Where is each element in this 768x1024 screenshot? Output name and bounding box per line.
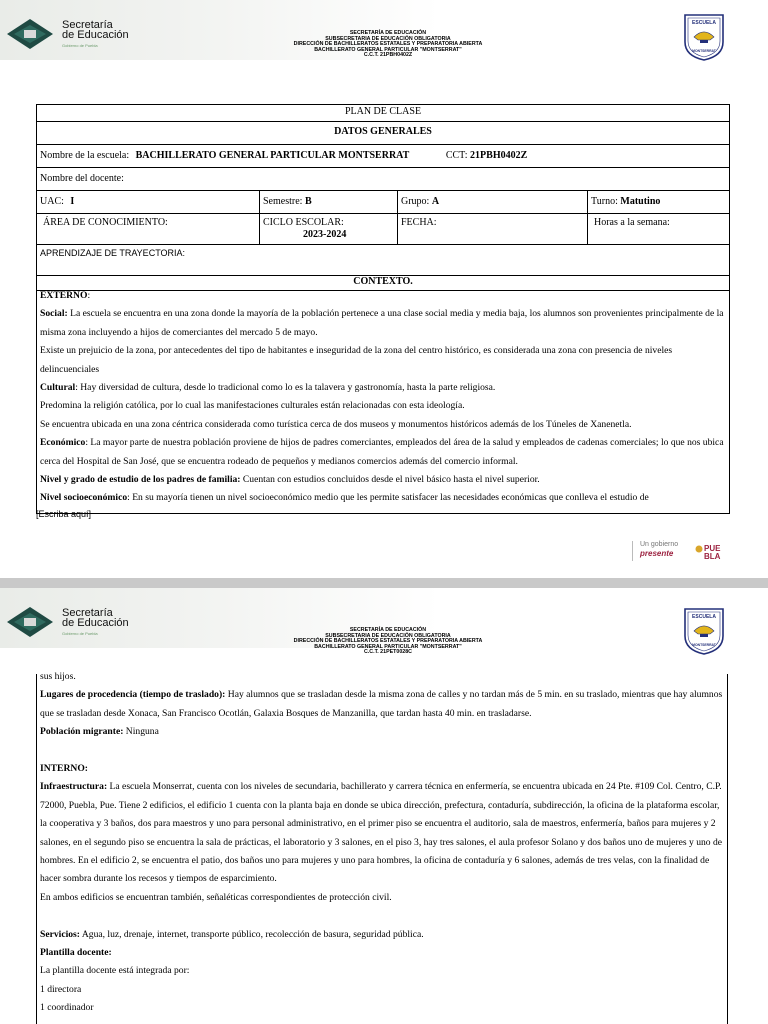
economico-paragraph: Económico: La mayor parte de nuestra población proviene de hijos de padres comerciantes, empleados del área de la salud y empleados de cadenas comerciales; lo que nos ubica cerca del Hospital de San José, que se encuentra rodeado de pequeños y medianos comercios además del comercio informal.: [40, 437, 724, 467]
logo-line-3: Gobierno de Puebla: [62, 43, 98, 48]
header-line-1: SECRETARÍA DE EDUCACIÓN: [349, 627, 427, 633]
puebla-logo-icon: [694, 541, 730, 563]
school-seal-icon: [682, 12, 726, 62]
logo-line-3: Gobierno de Puebla: [62, 631, 98, 636]
header-line-2: SUBSECRETARIA DE EDUCACIÓN OBLIGATORIA: [325, 35, 451, 42]
shift-value: Matutino: [620, 196, 661, 207]
context-body: EXTERNO: Social: La escuela se encuentra en una zona donde la mayoría de la población pertenece a una clase social media y media baja, los alumnos son provenientes principalmente de la misma zona incluyendo a hijos de comerciantes del mercado 5 de mayo. Existe un prejuicio de la zona, por antecedentes del tipo de habitantes e inseguridad de la zona del centro histórico, es considerada una zona con presencia de niveles delincuenciales Cultural: Hay diversidad de cultura, desde lo tradicional como lo es la talavera y gastronomía, hasta la parte religiosa. Predomina la religión católica, por lo cual las manifestaciones culturales están relacionadas con esta ideología. Se encuentra ubicada en una zona céntrica considerada como turística cerca de dos museos y monumentos históricos además de los Túneles de Xanenetla. Económico: La mayor parte de nuestra población proviene de hijos de padres comerciantes, empleados del área de la salud y empleados de cadenas comerciales; lo que nos ubica cerca del Hospital de San José, que se encuentra rodeado de pequeños y medianos comercios además del comercio informal. Nivel y grado de estudio de los padres de familia: Cuentan con estudios concluidos desde el nivel básico hasta el nivel superior. Nivel socioeconómico: En su mayoría tienen un nivel socioeconómico medio que les permite satisfacer las necesidades económicas que conlleva el estudio de: [37, 291, 729, 513]
area-row: [37, 214, 729, 245]
cct-label: CCT:: [445, 150, 468, 161]
nivel-paragraph: Nivel y grado de estudio de los padres de familia: Cuentan con estudios concluidos desde el nivel básico hasta el nivel superior.: [40, 474, 540, 486]
logo-line-2: de Educación: [62, 617, 129, 629]
logo-line-1: Secretaría: [62, 19, 113, 31]
table-title: PLAN DE CLASE: [344, 106, 422, 117]
infra-paragraph: Infraestructura: La escuela Monserrat, cuenta con los niveles de secundaria, bachillerato y carrera técnica en enfermería, se encuentra ubicada en 24 Pte. #109 Col. Centro, C.P. 72000, Puebla, Pue. Tiene 2 edificios, el edificio 1 cuenta con la planta baja en donde se ubica dirección, prefectura, contaduría, subdirección, la oficina de la plataforma escolar, la cooperativa y 3 baños, dos para maestros y uno para personal administrativo, en el primer piso se encuentra el auditorio, sala de maestros, enfermería, baños para mujeres y 2 salones, en el segundo piso se encuentra la sala de prácticas, el laboratorio y 3 salones, en el piso 3, hay tres salones, el aula profesor Solano y dos baños uno de mujeres y uno de hombres. En el edificio 2, se encuentra el patio, dos baños uno para mujeres y uno para hombres, la oficina de contaduría y 6 salones, además de tres velas, con la finalidad de hacer sombra durante los recesos y tiempos de esparcimiento.: [40, 781, 723, 885]
header-line-1: SECRETARÍA DE EDUCACIÓN: [349, 30, 427, 36]
school-seal-icon: [682, 606, 726, 656]
context-continued: [36, 671, 728, 1024]
seal-top-text: ESCUELA: [692, 614, 716, 620]
lugares-paragraph: Lugares de procedencia (tiempo de traslado): Hay alumnos que se trasladan desde la misma zona de calles y no tardan más de 5 min. en su traslado, mientras que hay alumnos que se trasladan desde Xonaca, San Francisco Ocotlán, Galaxia Bosques de Manzanilla, que tardan hasta 40 min. en trasladarse.: [40, 689, 723, 719]
context-title: CONTEXTO.: [353, 276, 413, 287]
learning-label: APRENDIZAJE DE TRAYECTORIA:: [40, 248, 186, 258]
learning-row: [37, 245, 729, 276]
lugares-label: Lugares de procedencia (tiempo de traslado):: [40, 689, 226, 701]
uac-value: I: [70, 196, 75, 207]
header-text: [270, 31, 506, 59]
migrante-label: Población migrante:: [40, 726, 124, 738]
externo-label: EXTERNO: [40, 291, 88, 301]
school-label: Nombre de la escuela:: [40, 150, 130, 161]
sep-logo: [4, 12, 144, 56]
sep-logo: [4, 600, 144, 644]
school-value: BACHILLERATO GENERAL PARTICULAR MONTSERRAT: [135, 150, 410, 161]
header-text: [270, 628, 506, 656]
puebla-line-2: BLA: [704, 552, 721, 561]
seal-bottom-text: MONTSERRAT: [692, 643, 716, 647]
school-row: [37, 145, 729, 168]
header-line-4: BACHILLERATO GENERAL PARTICULAR "MONTSERRAT": [314, 46, 462, 53]
servicios-paragraph: Servicios: Agua, luz, drenaje, internet, transporte público, recolección de basura, seguridad pública.: [40, 928, 424, 940]
plantilla-text: La plantilla docente está integrada por:: [40, 965, 190, 977]
economico-label: Económico: [40, 437, 86, 449]
lesson-plan-table: [36, 104, 730, 514]
area-label: ÁREA DE CONOCIMIENTO:: [43, 217, 168, 228]
teacher-row: [37, 168, 729, 191]
socio-paragraph: Nivel socioeconómico: En su mayoría tienen un nivel socioeconómico medio que les permite satisfacer las necesidades económicas que conlleva el estudio de: [40, 492, 649, 504]
logo-line-2: de Educación: [62, 29, 129, 41]
diamond-emblem-icon: [6, 18, 54, 50]
cycle-label: CICLO ESCOLAR:: [263, 217, 344, 228]
social-paragraph-2: Existe un prejuicio de la zona, por antecedentes del tipo de habitantes e inseguridad de la zona del centro histórico, es considerada una zona con presencia de niveles delincuenciales: [40, 345, 673, 375]
general-data-row: [37, 122, 729, 145]
document-page-2: [0, 588, 768, 1024]
hours-label: Horas a la semana:: [587, 214, 729, 244]
logo-line-1: Secretaría: [62, 607, 113, 619]
gobierno-puebla-logo: [632, 539, 732, 565]
socio-continued: sus hijos.: [40, 671, 76, 682]
date-label: FECHA:: [397, 214, 587, 244]
semester-label: Semestre:: [263, 196, 303, 207]
migrante-paragraph: Población migrante: Ninguna: [40, 726, 159, 738]
puebla-line-1: PUE: [704, 544, 721, 553]
seal-bottom-text: MONTSERRAT: [692, 49, 716, 53]
cultural-paragraph-3: Se encuentra ubicada en una zona céntrica considerada como turística cerca de dos museos y monumentos históricos además de los Túneles de Xanenetla.: [40, 418, 632, 430]
diamond-emblem-icon: [6, 606, 54, 638]
header-line-3: DIRECCIÓN DE BACHILLERATOS ESTATALES Y PREPARATORIA ABIERTA: [293, 638, 483, 645]
list-item: 1 directora: [40, 983, 82, 995]
general-data-heading: DATOS GENERALES: [334, 126, 432, 137]
cycle-value: 2023-2024: [303, 229, 347, 240]
social-label: Social:: [40, 308, 68, 320]
seal-top-text: ESCUELA: [692, 20, 716, 26]
infra-label: Infraestructura:: [40, 781, 108, 793]
header-line-3: DIRECCIÓN DE BACHILLERATOS ESTATALES Y PREPARATORIA ABIERTA: [293, 41, 483, 48]
table-title-row: [37, 105, 729, 122]
shift-label: Turno:: [591, 196, 618, 207]
list-item: 1 coordinador: [40, 1002, 94, 1014]
group-value: A: [431, 196, 440, 207]
gob-line-1: Un gobierno: [640, 541, 679, 548]
semester-value: B: [304, 196, 312, 207]
uac-label: UAC:: [40, 196, 64, 207]
group-label: Grupo:: [401, 196, 430, 207]
cultural-label: Cultural: [40, 382, 76, 394]
socio-label: Nivel socioeconómico: [40, 492, 128, 504]
interno-label: INTERNO:: [40, 763, 88, 775]
header-cct: C.C.T. 21PBH0402Z: [363, 52, 413, 59]
header-line-4: BACHILLERATO GENERAL PARTICULAR "MONTSERRAT": [314, 643, 462, 650]
plantilla-label: Plantilla docente:: [40, 947, 112, 959]
uac-row: [37, 191, 729, 214]
teacher-label: Nombre del docente:: [40, 173, 124, 184]
nivel-label: Nivel y grado de estudio de los padres de familia:: [40, 474, 241, 486]
cultural-paragraph: Cultural: Hay diversidad de cultura, desde lo tradicional como lo es la talavera y gastronomía, hasta la parte religiosa.: [40, 382, 496, 394]
cct-value: 21PBH0402Z: [470, 150, 528, 161]
placeholder-text[interactable]: [Escriba aquí]: [36, 509, 92, 519]
header-cct: C.C.T. 21PET0028C: [364, 649, 412, 656]
header-line-2: SUBSECRETARIA DE EDUCACIÓN OBLIGATORIA: [325, 632, 451, 639]
social-paragraph: Social: La escuela se encuentra en una zona donde la mayoría de la población pertenece a una clase social media y media baja, los alumnos son provenientes principalmente de la misma zona incluyendo a hijos de comerciantes del mercado 5 de mayo.: [40, 308, 724, 338]
gob-line-2: presente: [640, 549, 674, 558]
servicios-label: Servicios:: [40, 928, 80, 940]
infra-paragraph-2: En ambos edificios se encuentran también, señaléticas correspondientes de protección civil.: [40, 891, 392, 903]
cultural-paragraph-2: Predomina la religión católica, por lo cual las manifestaciones culturales están relacionadas con esta ideología.: [40, 400, 465, 412]
context-title-row: [37, 276, 729, 291]
